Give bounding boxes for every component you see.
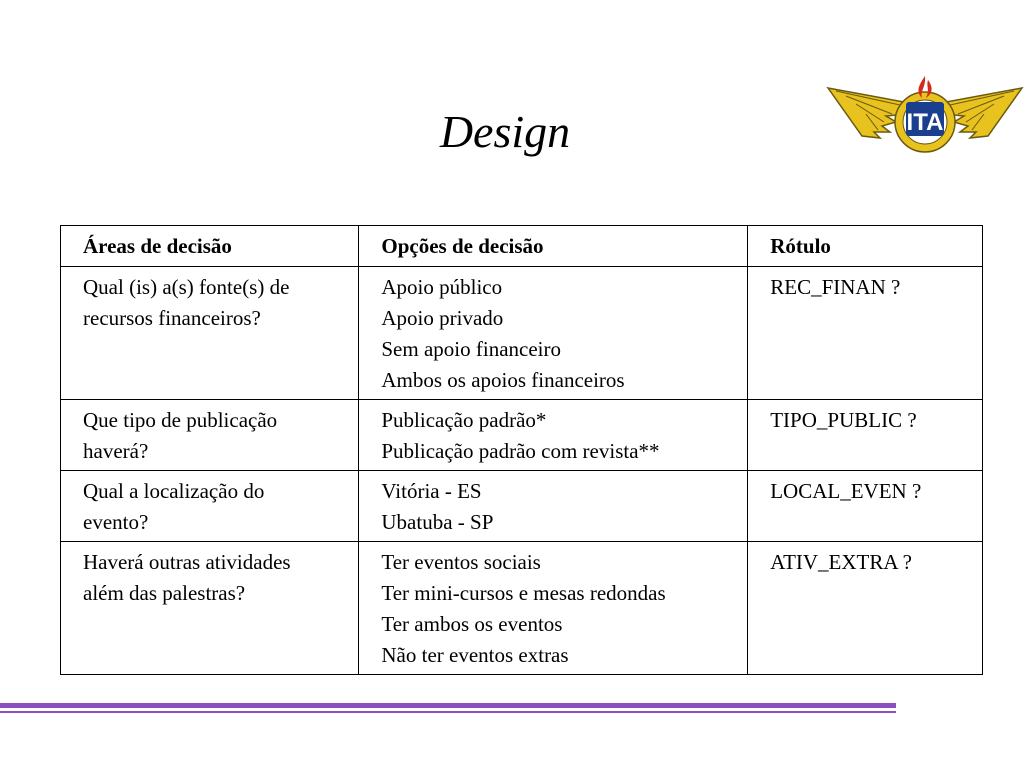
option-line: Apoio público [381, 275, 503, 299]
ita-wings-emblem [826, 74, 1024, 160]
option-line: Ubatuba - SP [381, 510, 494, 534]
area-line: evento? [83, 510, 149, 534]
area-line: Haverá outras atividades [83, 550, 291, 574]
option-line: Ambos os apoios financeiros [381, 368, 625, 392]
label-cell: LOCAL_EVEN ? [748, 471, 983, 542]
area-line: haverá? [83, 439, 149, 463]
options-cell [359, 542, 748, 675]
option-line: Ter ambos os eventos [381, 612, 563, 636]
option-line: Apoio privado [381, 306, 504, 330]
area-cell [61, 542, 359, 675]
table-row [61, 471, 983, 542]
table-header-row [61, 226, 983, 267]
label-cell: TIPO_PUBLIC ? [748, 400, 983, 471]
area-cell [61, 400, 359, 471]
option-line: Sem apoio financeiro [381, 337, 561, 361]
option-line: Não ter eventos extras [381, 643, 569, 667]
label-cell: ATIV_EXTRA ? [748, 542, 983, 675]
header-opcoes: Opções de decisão [359, 226, 748, 267]
area-cell [61, 471, 359, 542]
table-row [61, 542, 983, 675]
option-line: Ter eventos sociais [381, 550, 541, 574]
logo-text: ITA [906, 109, 944, 136]
option-line: Publicação padrão com revista** [381, 439, 660, 463]
option-line: Vitória - ES [381, 479, 482, 503]
area-line: Qual (is) a(s) fonte(s) de [83, 275, 290, 299]
area-line: recursos financeiros? [83, 306, 261, 330]
option-line: Ter mini-cursos e mesas redondas [381, 581, 666, 605]
area-line: além das palestras? [83, 581, 246, 605]
header-rotulo: Rótulo [748, 226, 983, 267]
table-row [61, 267, 983, 400]
options-cell [359, 400, 748, 471]
footer-divider [0, 703, 896, 713]
header-areas: Áreas de decisão [61, 226, 359, 267]
option-line: Publicação padrão* [381, 408, 547, 432]
table-row [61, 400, 983, 471]
slide-title: Design [439, 106, 571, 157]
area-line: Que tipo de publicação [83, 408, 278, 432]
label-cell: REC_FINAN ? [748, 267, 983, 400]
footer-divider-thin [0, 711, 896, 713]
ita-logo [826, 74, 1024, 160]
area-line: Qual a localização do [83, 479, 265, 503]
decision-table [60, 225, 983, 675]
options-cell [359, 267, 748, 400]
area-cell [61, 267, 359, 400]
options-cell [359, 471, 748, 542]
